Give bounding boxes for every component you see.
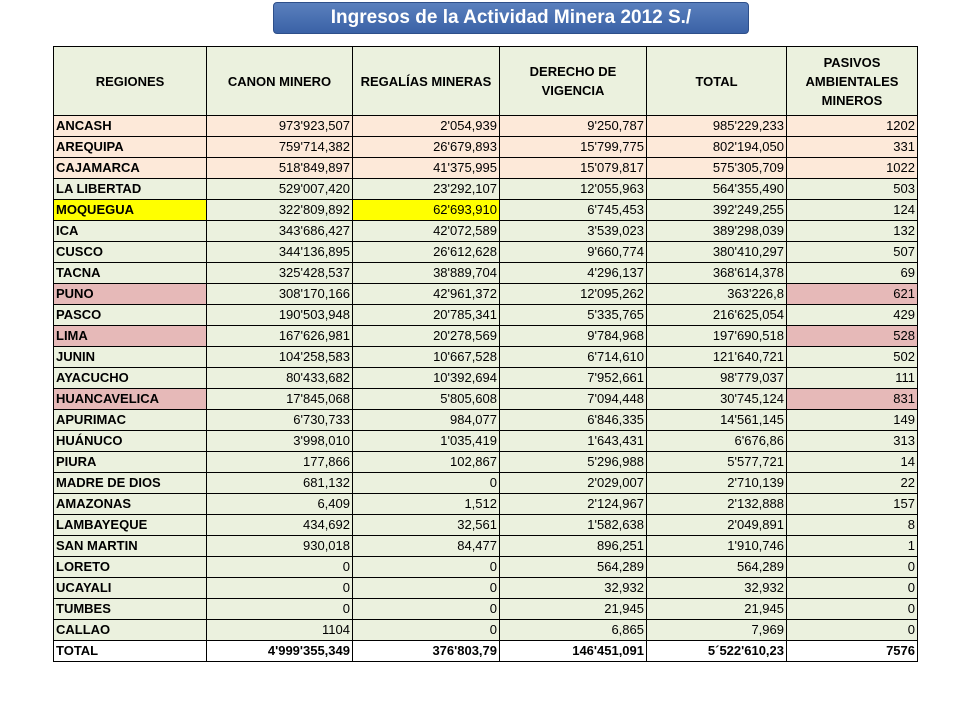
region-cell: LORETO: [54, 557, 207, 578]
pasivos-cell: 22: [787, 473, 918, 494]
total-cell: 363'226,8: [647, 284, 787, 305]
vigencia-cell: 15'799,775: [500, 137, 647, 158]
pasivos-cell: 69: [787, 263, 918, 284]
vigencia-cell: 564,289: [500, 557, 647, 578]
vigencia-cell: 2'124,967: [500, 494, 647, 515]
vigencia-cell: 5'335,765: [500, 305, 647, 326]
pasivos-cell: 0: [787, 599, 918, 620]
region-cell: HUANCAVELICA: [54, 389, 207, 410]
total-cell: 21,945: [647, 599, 787, 620]
table-row: [54, 242, 918, 263]
table-row: [54, 305, 918, 326]
regalias-cell: 0: [353, 599, 500, 620]
regalias-cell: 26'612,628: [353, 242, 500, 263]
total-cell: 5'577,721: [647, 452, 787, 473]
vigencia-cell: 12'055,963: [500, 179, 647, 200]
table-row: [54, 116, 918, 137]
total-cell: 575'305,709: [647, 158, 787, 179]
vigencia-cell: 4'296,137: [500, 263, 647, 284]
table-row: [54, 515, 918, 536]
total-cell: 216'625,054: [647, 305, 787, 326]
region-cell: SAN MARTIN: [54, 536, 207, 557]
vigencia-cell: 5'296,988: [500, 452, 647, 473]
table-row: [54, 284, 918, 305]
canon-cell: 167'626,981: [207, 326, 353, 347]
total-cell: 7,969: [647, 620, 787, 641]
header-pasivos-ambientales: PASIVOS AMBIENTALES MINEROS: [787, 47, 918, 116]
regalias-cell: 102,867: [353, 452, 500, 473]
pasivos-cell: 124: [787, 200, 918, 221]
table-row: [54, 452, 918, 473]
header-regalias-mineras: REGALÍAS MINERAS: [353, 47, 500, 116]
region-cell: PUNO: [54, 284, 207, 305]
table-row: [54, 347, 918, 368]
pasivos-cell: 157: [787, 494, 918, 515]
table-row: [54, 326, 918, 347]
total-region-cell: TOTAL: [54, 641, 207, 662]
regalias-cell: 984,077: [353, 410, 500, 431]
pasivos-cell: 0: [787, 620, 918, 641]
regalias-cell: 20'278,569: [353, 326, 500, 347]
total-cell: 2'132,888: [647, 494, 787, 515]
header-derecho-de-vigencia: DERECHO DE VIGENCIA: [500, 47, 647, 116]
regalias-cell: 23'292,107: [353, 179, 500, 200]
canon-cell: 6'730,733: [207, 410, 353, 431]
total-cell: 98'779,037: [647, 368, 787, 389]
regalias-cell: 42'072,589: [353, 221, 500, 242]
region-cell: HUÁNUCO: [54, 431, 207, 452]
pasivos-cell: 111: [787, 368, 918, 389]
regalias-cell: 42'961,372: [353, 284, 500, 305]
table-row: [54, 620, 918, 641]
regalias-cell: 0: [353, 620, 500, 641]
header-row: [54, 47, 918, 116]
header-canon-minero: CANON MINERO: [207, 47, 353, 116]
total-cell: 30'745,124: [647, 389, 787, 410]
table-row: [54, 263, 918, 284]
region-cell: ANCASH: [54, 116, 207, 137]
table-row: [54, 158, 918, 179]
regalias-cell: 0: [353, 473, 500, 494]
vigencia-cell: 15'079,817: [500, 158, 647, 179]
vigencia-cell: 6'714,610: [500, 347, 647, 368]
region-cell: APURIMAC: [54, 410, 207, 431]
total-row: [54, 641, 918, 662]
table-row: [54, 179, 918, 200]
vigencia-cell: 896,251: [500, 536, 647, 557]
regalias-cell: 84,477: [353, 536, 500, 557]
total-cell: 1'910,746: [647, 536, 787, 557]
table-row: [54, 473, 918, 494]
region-cell: PIURA: [54, 452, 207, 473]
total-cell: 2'049,891: [647, 515, 787, 536]
vigencia-cell: 6'745,453: [500, 200, 647, 221]
vigencia-cell: 3'539,023: [500, 221, 647, 242]
pasivos-cell: 132: [787, 221, 918, 242]
table-row: [54, 200, 918, 221]
table-row: [54, 389, 918, 410]
region-cell: LA LIBERTAD: [54, 179, 207, 200]
region-cell: AREQUIPA: [54, 137, 207, 158]
canon-cell: 17'845,068: [207, 389, 353, 410]
pasivos-cell: 0: [787, 557, 918, 578]
vigencia-cell: 2'029,007: [500, 473, 647, 494]
pasivos-cell: 1202: [787, 116, 918, 137]
vigencia-cell: 12'095,262: [500, 284, 647, 305]
regalias-cell: 10'667,528: [353, 347, 500, 368]
vigencia-cell: 21,945: [500, 599, 647, 620]
total-cell: 392'249,255: [647, 200, 787, 221]
regalias-cell: 20'785,341: [353, 305, 500, 326]
total-total-cell: 5´522'610,23: [647, 641, 787, 662]
region-cell: UCAYALI: [54, 578, 207, 599]
region-cell: LAMBAYEQUE: [54, 515, 207, 536]
total-cell: 802'194,050: [647, 137, 787, 158]
table-row: [54, 368, 918, 389]
table-row: [54, 410, 918, 431]
total-cell: 2'710,139: [647, 473, 787, 494]
canon-cell: 681,132: [207, 473, 353, 494]
region-cell: CALLAO: [54, 620, 207, 641]
total-vigencia-cell: 146'451,091: [500, 641, 647, 662]
table-row: [54, 494, 918, 515]
pasivos-cell: 313: [787, 431, 918, 452]
table-row: [54, 221, 918, 242]
canon-cell: 1104: [207, 620, 353, 641]
regalias-cell: 41'375,995: [353, 158, 500, 179]
pasivos-cell: 528: [787, 326, 918, 347]
vigencia-cell: 6,865: [500, 620, 647, 641]
region-cell: AMAZONAS: [54, 494, 207, 515]
region-cell: TACNA: [54, 263, 207, 284]
pasivos-cell: 331: [787, 137, 918, 158]
region-cell: LIMA: [54, 326, 207, 347]
canon-cell: 518'849,897: [207, 158, 353, 179]
mining-income-table: [53, 46, 918, 662]
pasivos-cell: 0: [787, 578, 918, 599]
total-cell: 389'298,039: [647, 221, 787, 242]
vigencia-cell: 6'846,335: [500, 410, 647, 431]
region-cell: PASCO: [54, 305, 207, 326]
table-body: [54, 116, 918, 662]
regalias-cell: 32,561: [353, 515, 500, 536]
pasivos-cell: 8: [787, 515, 918, 536]
region-cell: AYACUCHO: [54, 368, 207, 389]
regalias-cell: 1'035,419: [353, 431, 500, 452]
total-cell: 368'614,378: [647, 263, 787, 284]
total-cell: 197'690,518: [647, 326, 787, 347]
pasivos-cell: 507: [787, 242, 918, 263]
vigencia-cell: 9'784,968: [500, 326, 647, 347]
total-cell: 380'410,297: [647, 242, 787, 263]
table-row: [54, 557, 918, 578]
regalias-cell: 5'805,608: [353, 389, 500, 410]
pasivos-cell: 831: [787, 389, 918, 410]
regalias-cell: 38'889,704: [353, 263, 500, 284]
table-row: [54, 137, 918, 158]
canon-cell: 759'714,382: [207, 137, 353, 158]
canon-cell: 344'136,895: [207, 242, 353, 263]
pasivos-cell: 1022: [787, 158, 918, 179]
vigencia-cell: 7'094,448: [500, 389, 647, 410]
vigencia-cell: 7'952,661: [500, 368, 647, 389]
canon-cell: 529'007,420: [207, 179, 353, 200]
regalias-cell: 62'693,910: [353, 200, 500, 221]
pasivos-cell: 502: [787, 347, 918, 368]
regalias-cell: 0: [353, 557, 500, 578]
pasivos-cell: 621: [787, 284, 918, 305]
canon-cell: 930,018: [207, 536, 353, 557]
table-row: [54, 536, 918, 557]
canon-cell: 177,866: [207, 452, 353, 473]
regalias-cell: 1,512: [353, 494, 500, 515]
regalias-cell: 10'392,694: [353, 368, 500, 389]
region-cell: JUNIN: [54, 347, 207, 368]
total-cell: 32,932: [647, 578, 787, 599]
vigencia-cell: 1'643,431: [500, 431, 647, 452]
region-cell: CAJAMARCA: [54, 158, 207, 179]
canon-cell: 325'428,537: [207, 263, 353, 284]
canon-cell: 104'258,583: [207, 347, 353, 368]
canon-cell: 0: [207, 599, 353, 620]
regalias-cell: 26'679,893: [353, 137, 500, 158]
canon-cell: 80'433,682: [207, 368, 353, 389]
canon-cell: 973'923,507: [207, 116, 353, 137]
total-cell: 985'229,233: [647, 116, 787, 137]
region-cell: TUMBES: [54, 599, 207, 620]
header-total: TOTAL: [647, 47, 787, 116]
header-regiones: REGIONES: [54, 47, 207, 116]
vigencia-cell: 9'250,787: [500, 116, 647, 137]
canon-cell: 322'809,892: [207, 200, 353, 221]
canon-cell: 343'686,427: [207, 221, 353, 242]
total-cell: 14'561,145: [647, 410, 787, 431]
region-cell: ICA: [54, 221, 207, 242]
total-cell: 564,289: [647, 557, 787, 578]
pasivos-cell: 503: [787, 179, 918, 200]
canon-cell: 0: [207, 578, 353, 599]
pasivos-cell: 149: [787, 410, 918, 431]
total-regalias-cell: 376'803,79: [353, 641, 500, 662]
total-cell: 121'640,721: [647, 347, 787, 368]
total-cell: 6'676,86: [647, 431, 787, 452]
total-pasivos-cell: 7576: [787, 641, 918, 662]
vigencia-cell: 1'582,638: [500, 515, 647, 536]
slide-title: Ingresos de la Actividad Minera 2012 S./: [273, 2, 749, 34]
canon-cell: 434,692: [207, 515, 353, 536]
canon-cell: 308'170,166: [207, 284, 353, 305]
canon-cell: 3'998,010: [207, 431, 353, 452]
regalias-cell: 2'054,939: [353, 116, 500, 137]
region-cell: MOQUEGUA: [54, 200, 207, 221]
region-cell: MADRE DE DIOS: [54, 473, 207, 494]
table-row: [54, 578, 918, 599]
pasivos-cell: 14: [787, 452, 918, 473]
region-cell: CUSCO: [54, 242, 207, 263]
regalias-cell: 0: [353, 578, 500, 599]
pasivos-cell: 429: [787, 305, 918, 326]
table-row: [54, 599, 918, 620]
total-cell: 564'355,490: [647, 179, 787, 200]
canon-cell: 190'503,948: [207, 305, 353, 326]
canon-cell: 6,409: [207, 494, 353, 515]
canon-cell: 0: [207, 557, 353, 578]
table-row: [54, 431, 918, 452]
total-canon-cell: 4'999'355,349: [207, 641, 353, 662]
vigencia-cell: 32,932: [500, 578, 647, 599]
pasivos-cell: 1: [787, 536, 918, 557]
vigencia-cell: 9'660,774: [500, 242, 647, 263]
